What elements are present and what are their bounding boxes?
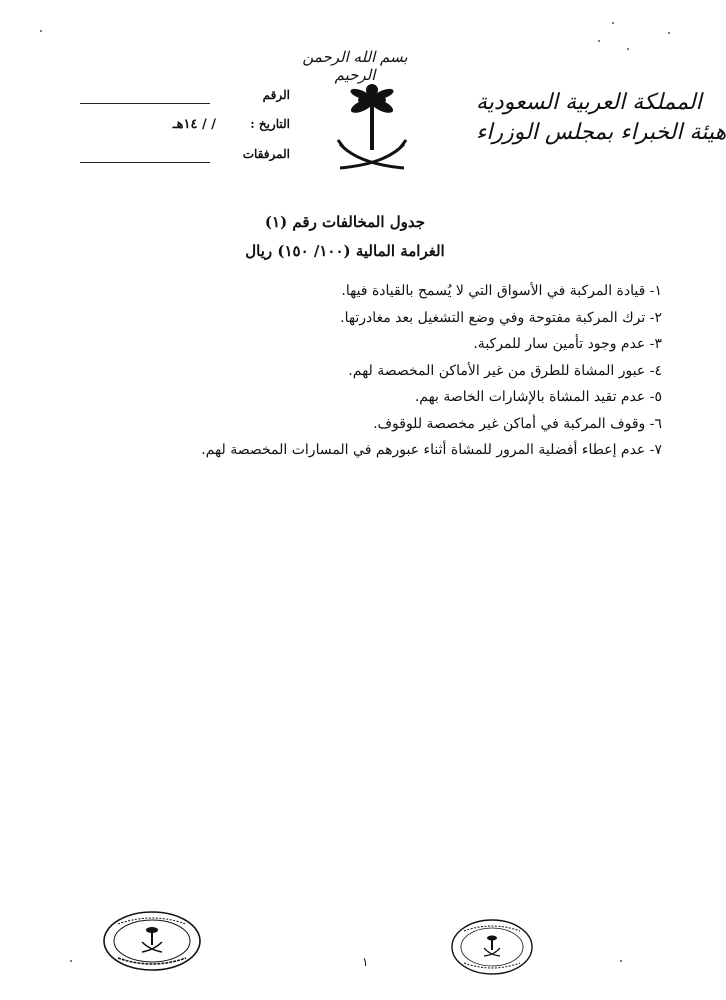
scan-speck (627, 48, 629, 50)
basmala: بسم الله الرحمن الرحيم (302, 48, 408, 84)
palm-swords-emblem-icon (334, 82, 410, 182)
scan-speck (70, 960, 72, 962)
cabinet-secretariat-seal-icon (450, 918, 534, 976)
scan-speck (40, 30, 42, 32)
gov-line-1: المملكة العربية السعودية (476, 90, 702, 115)
reference-date-label: التاريخ : (250, 117, 290, 131)
gov-line-2: هيئة الخبراء بمجلس الوزراء (476, 120, 726, 145)
violation-item: ٤- عبور المشاة للطرق من غير الأماكن المخصصة لهم. (348, 362, 662, 379)
reference-date-value: / / ١٤هـ (172, 117, 216, 132)
reference-number-label: الرقم (262, 88, 290, 102)
table-title: جدول المخالفات رقم (١) (264, 213, 426, 231)
violation-item: ٥- عدم تقيد المشاة بالإشارات الخاصة بهم. (414, 389, 662, 405)
reference-number-line (80, 103, 210, 104)
reference-attachments-line (80, 162, 210, 163)
scan-speck (620, 960, 622, 962)
violation-item: ٧- عدم إعطاء أفضلية المرور للمشاة أثناء عبورهم في المسارات المخصصة لهم. (201, 442, 662, 458)
scan-speck (668, 32, 670, 34)
scan-speck (612, 22, 614, 24)
violation-item: ١- قيادة المركبة في الأسواق التي لا يُسمح بالقيادة فيها. (341, 283, 662, 299)
violations-list (142, 278, 662, 464)
violation-item: ٦- وقوف المركبة في أماكن غير مخصصة للوقوف. (373, 415, 662, 432)
violation-item: ٢- ترك المركبة مفتوحة وفي وضع التشغيل بعد مغادرتها. (340, 309, 662, 326)
page-number: ١ (362, 955, 369, 969)
experts-commission-seal-icon (102, 910, 202, 972)
reference-date-row (80, 117, 290, 139)
scan-speck (598, 40, 600, 42)
reference-attachments-label: المرفقات (242, 147, 290, 161)
reference-attachments-row (80, 147, 290, 169)
government-name (476, 88, 726, 148)
violation-item: ٣- عدم وجود تأمين سار للمركبة. (473, 336, 662, 352)
fine-amount: الغرامة المالية (١٠٠/ ١٥٠) ريال (245, 242, 445, 260)
reference-number-row (80, 88, 290, 110)
